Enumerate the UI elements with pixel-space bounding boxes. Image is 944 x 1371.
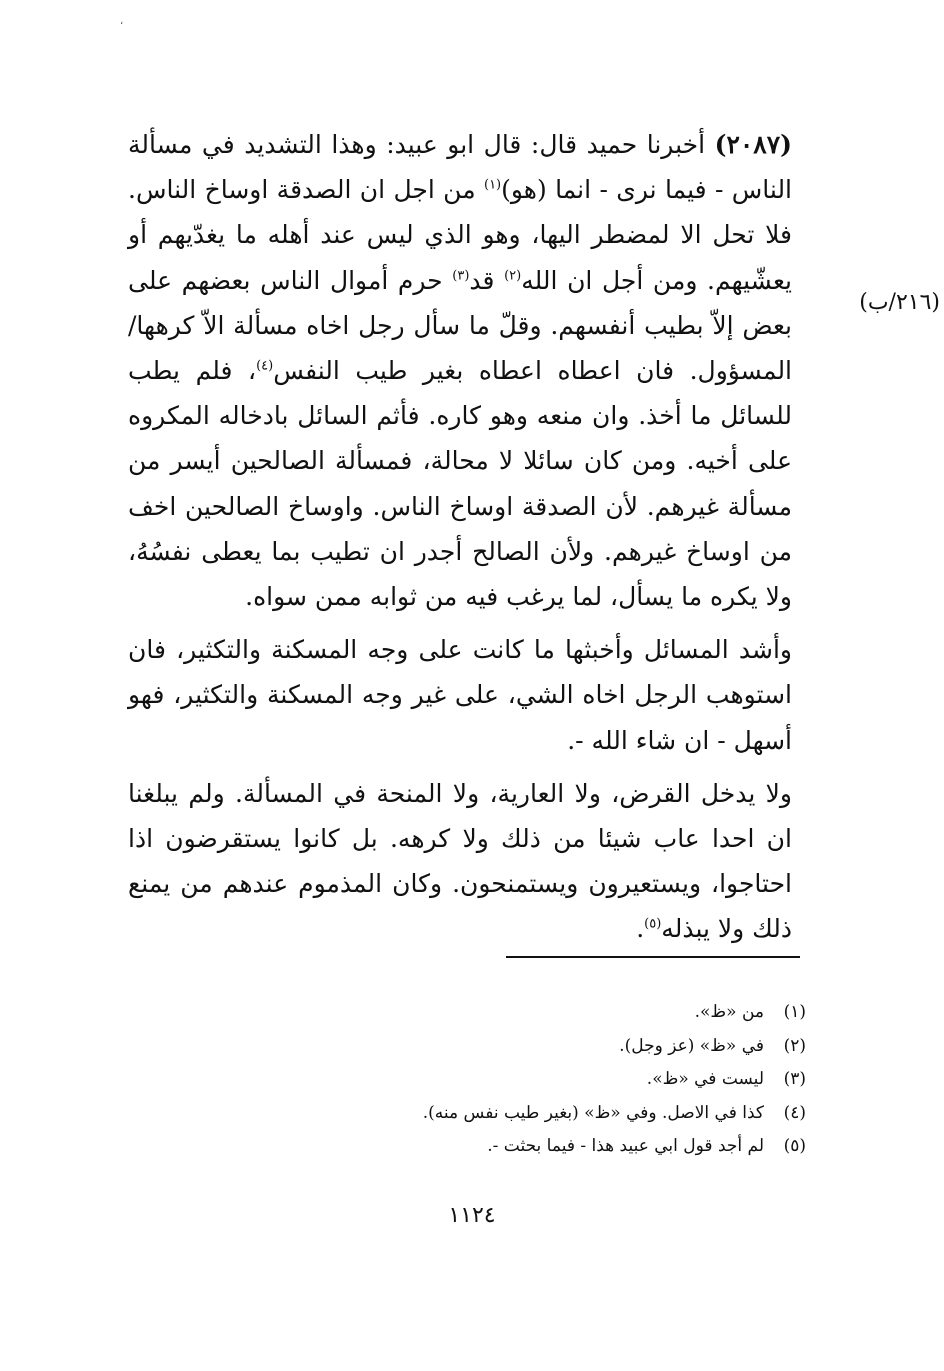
footnote-text: من «ظ». (694, 1002, 764, 1022)
text-segment: قد (469, 265, 505, 295)
footnote-number: (١) (783, 1002, 806, 1022)
manuscript-folio-reference: (٢١٦/ب) (859, 290, 940, 315)
footnote-5 (300, 1130, 806, 1164)
main-text (128, 122, 792, 952)
paragraph-2: وأشد المسائل وأخبثها ما كانت على وجه المسكنة والتكثير، فان استوهب الرجل اخاه الشي، على غير وجه المسكنة والتكثير، فهو أسهل - ان شاء الله -. (128, 635, 792, 755)
text-segment: أخبرنا حميد قال: قال ابو عبيد: وهذا التشديد في مسألة الناس - فيما نرى - انما (هو) (128, 130, 793, 205)
footnote-marker-3: (٣) (452, 268, 470, 284)
text-segment: . (636, 914, 645, 944)
footnote-text: ليست في «ظ». (646, 1069, 764, 1089)
footnote-3 (300, 1063, 806, 1097)
footnote-number: (٢) (783, 1035, 806, 1056)
footnotes (300, 996, 806, 1164)
paragraph-hadith-2087 (128, 122, 792, 619)
footnote-1 (300, 996, 806, 1030)
footnote-marker-2: (٢) (504, 268, 522, 284)
hadith-number: (٢٠٨٧) (714, 130, 792, 159)
footnote-text: كذا في الاصل. وفي «ظ» (بغير طيب نفس منه). (422, 1102, 764, 1123)
page-number: ١١٢٤ (448, 1203, 496, 1228)
text-segment: حرم أموال الناس بعضهم على بعض إلاّ بطيب أنفسهم. وقلّ ما سأل رجل اخاه مسألة الاّ كرهها/ المسؤول. فان اعطاه اعطاه بغير طيب النفس (128, 265, 793, 386)
footnote-marker-1: (١) (483, 177, 502, 193)
text-segment: ولا يدخل القرض، ولا العارية، ولا المنحة في المسألة. ولم يبلغنا ان احدا عاب شيئا من ذلك ولا كرهه. بل كانوا يستقرضون اذا احتاجوا، ويستعيرون ويستمنحون. وكان المذموم عندهم من يمنع ذلك ولا يبذله (128, 778, 792, 944)
footnote-text: لم أجد قول ابي عبيد هذا - فيما بحثت -. (487, 1136, 764, 1156)
footnote-number: (٤) (783, 1102, 806, 1123)
paragraph-3 (128, 771, 792, 952)
footnote-marker-5: (٥) (644, 917, 662, 933)
text-segment: من اجل ان الصدقة اوساخ الناس. فلا تحل الا لمضطر اليها، وهو الذي ليس عند أهله ما يغدّيهم أو يعشّيهم. ومن أجل ان الله (128, 175, 792, 295)
footnote-number: (٣) (783, 1069, 806, 1089)
footnote-2 (300, 1030, 806, 1064)
footnote-number: (٥) (783, 1136, 806, 1156)
footnote-divider (506, 956, 800, 958)
footnote-4 (300, 1097, 806, 1131)
footnote-marker-4: (٤) (256, 358, 274, 374)
text-segment: ، فلم يطب للسائل ما أخذ. وان منعه وهو كاره. فأثم السائل بادخاله المكروه على أخيه. ومن كان سائلا لا محالة، فمسألة الصالحين أيسر من مسألة غيرهم. لأن الصدقة اوساخ الناس. واوساخ الصالحين اخف من اوساخ غيرهم. ولأن الصالح أجدر ان تطيب بما يعطى نفسُهُ، ولا يكره ما يسأل، لما يرغب فيه من ثوابه ممن سواه. (128, 356, 792, 612)
page-corner-mark: ، (120, 16, 124, 27)
footnote-text: في «ظ» (عز وجل). (619, 1035, 764, 1056)
